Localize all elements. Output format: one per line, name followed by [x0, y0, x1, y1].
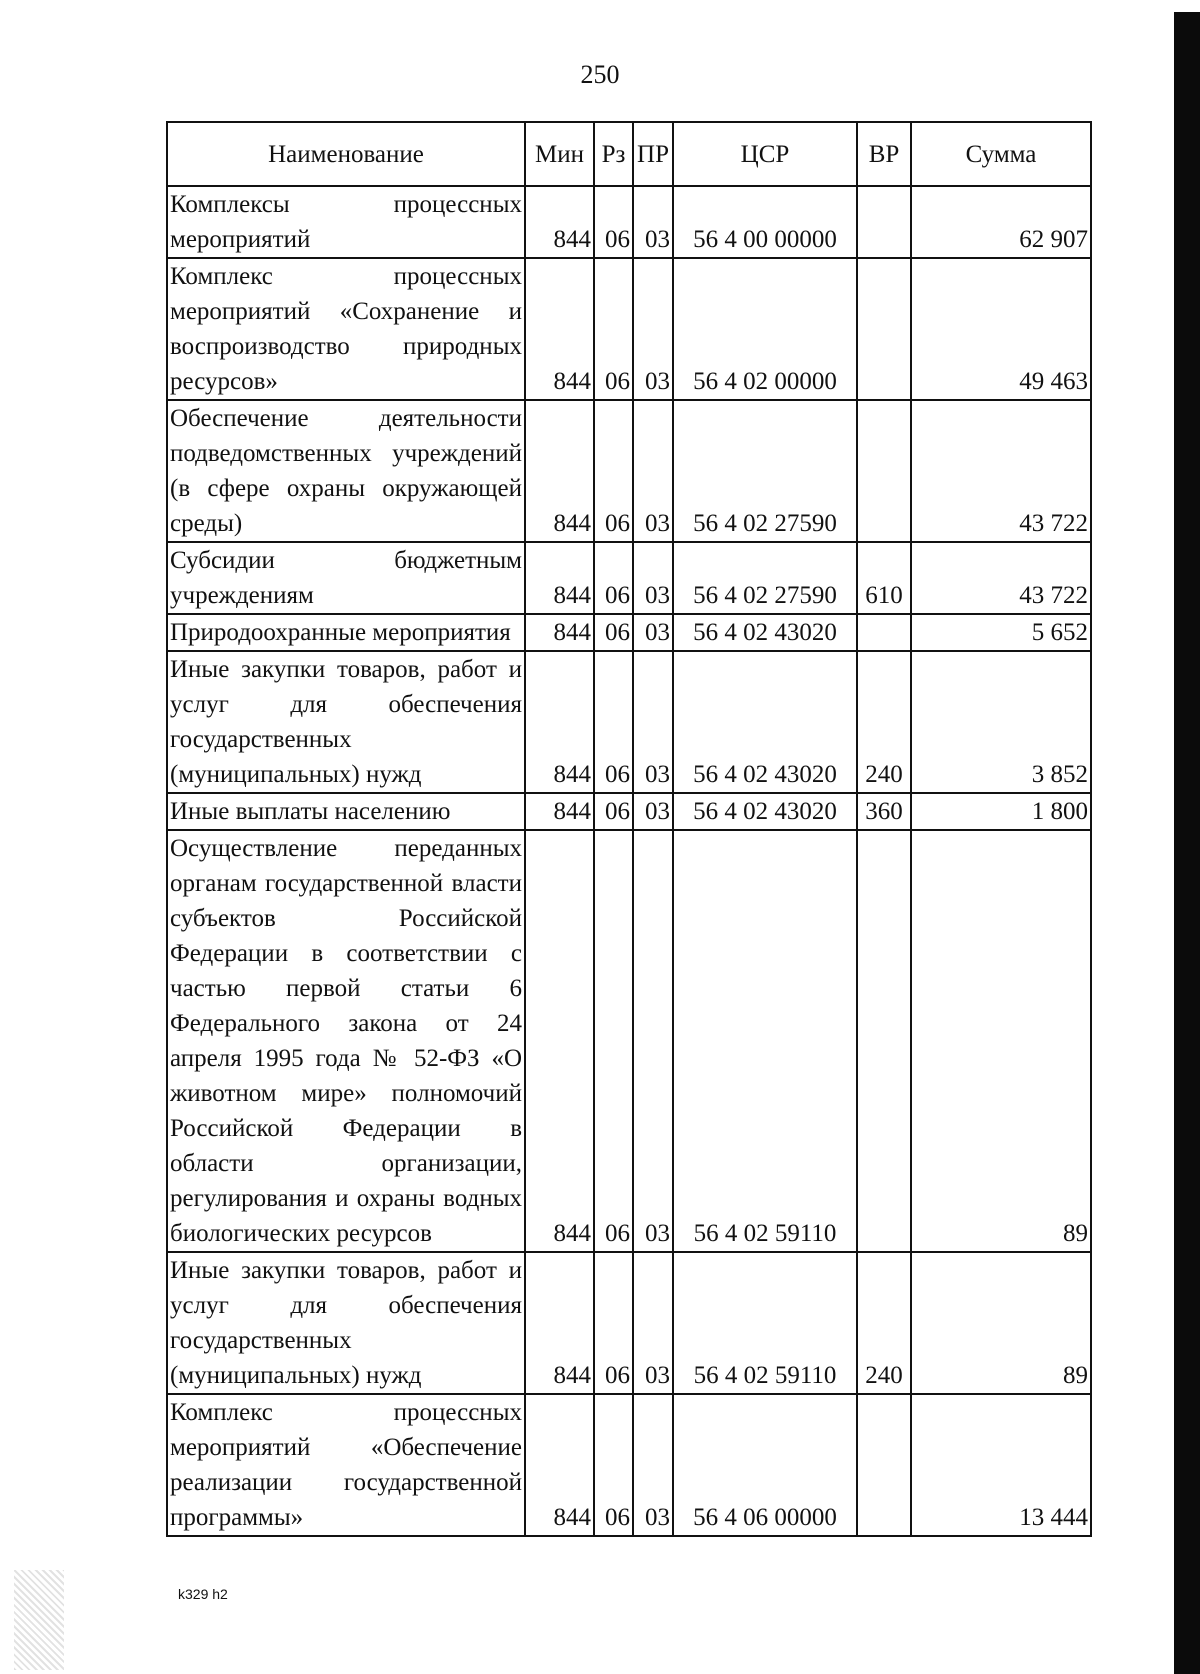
cell-sum: 13 444 — [911, 1394, 1091, 1536]
page-number: 250 — [580, 60, 620, 89]
header-min: Мин — [525, 122, 594, 186]
cell-name: Иные закупки товаров, работ и услуг для обеспечения государственных (муниципальных) нужд — [167, 1252, 525, 1394]
cell-pr: 03 — [633, 542, 673, 614]
cell-csr: 56 4 02 43020 — [673, 614, 857, 651]
header-name: Наименование — [167, 122, 525, 186]
cell-vr — [857, 186, 911, 258]
cell-csr: 56 4 02 00000 — [673, 258, 857, 400]
cell-vr: 610 — [857, 542, 911, 614]
cell-sum: 5 652 — [911, 614, 1091, 651]
cell-rz: 06 — [594, 400, 633, 542]
cell-rz: 06 — [594, 542, 633, 614]
cell-csr: 56 4 02 59110 — [673, 830, 857, 1252]
table-body — [167, 186, 1091, 1536]
cell-pr: 03 — [633, 400, 673, 542]
cell-min: 844 — [525, 793, 594, 830]
cell-pr: 03 — [633, 651, 673, 793]
cell-min: 844 — [525, 258, 594, 400]
cell-sum: 1 800 — [911, 793, 1091, 830]
cell-vr — [857, 614, 911, 651]
cell-name: Субсидии бюджетным учреждениям — [167, 542, 525, 614]
cell-name: Иные выплаты населению — [167, 793, 525, 830]
cell-sum: 49 463 — [911, 258, 1091, 400]
table-row — [167, 1394, 1091, 1536]
table-row — [167, 186, 1091, 258]
cell-csr: 56 4 02 27590 — [673, 400, 857, 542]
cell-pr: 03 — [633, 258, 673, 400]
cell-min: 844 — [525, 614, 594, 651]
cell-name: Комплекс процессных мероприятий «Сохранение и воспроизводство природных ресурсов» — [167, 258, 525, 400]
cell-rz: 06 — [594, 651, 633, 793]
cell-name: Комплекс процессных мероприятий «Обеспечение реализации государственной программы» — [167, 1394, 525, 1536]
cell-csr: 56 4 00 00000 — [673, 186, 857, 258]
cell-min: 844 — [525, 651, 594, 793]
cell-vr: 240 — [857, 651, 911, 793]
cell-pr: 03 — [633, 830, 673, 1252]
cell-rz: 06 — [594, 614, 633, 651]
cell-name: Осуществление переданных органам государственной власти субъектов Российской Федерации в соответствии с частью первой статьи 6 Федерального закона от 24 апреля 1995 года № 52-ФЗ «О животном мире» полномочий Российской Федерации в области организации, регулирования и охраны водных биологических ресурсов — [167, 830, 525, 1252]
cell-min: 844 — [525, 1252, 594, 1394]
cell-min: 844 — [525, 542, 594, 614]
table-header-row — [167, 122, 1091, 186]
cell-vr: 240 — [857, 1252, 911, 1394]
table-row — [167, 830, 1091, 1252]
cell-pr: 03 — [633, 186, 673, 258]
cell-name: Природоохранные мероприятия — [167, 614, 525, 651]
cell-sum: 43 722 — [911, 542, 1091, 614]
cell-vr — [857, 830, 911, 1252]
budget-table — [166, 121, 1092, 1537]
cell-min: 844 — [525, 830, 594, 1252]
footer-code: k329 h2 — [178, 1586, 228, 1602]
table-row — [167, 614, 1091, 651]
cell-vr: 360 — [857, 793, 911, 830]
header-rz: Рз — [594, 122, 633, 186]
cell-sum: 89 — [911, 830, 1091, 1252]
scan-edge-bar — [1174, 12, 1200, 1674]
cell-rz: 06 — [594, 793, 633, 830]
cell-csr: 56 4 02 43020 — [673, 651, 857, 793]
cell-sum: 43 722 — [911, 400, 1091, 542]
cell-csr: 56 4 02 43020 — [673, 793, 857, 830]
cell-vr — [857, 258, 911, 400]
header-pr: ПР — [633, 122, 673, 186]
cell-name: Обеспечение деятельности подведомственных учреждений (в сфере охраны окружающей среды) — [167, 400, 525, 542]
cell-sum: 89 — [911, 1252, 1091, 1394]
cell-name: Иные закупки товаров, работ и услуг для обеспечения государственных (муниципальных) нужд — [167, 651, 525, 793]
table-row — [167, 793, 1091, 830]
table-row — [167, 542, 1091, 614]
cell-min: 844 — [525, 1394, 594, 1536]
header-sum: Сумма — [911, 122, 1091, 186]
cell-csr: 56 4 06 00000 — [673, 1394, 857, 1536]
cell-pr: 03 — [633, 1252, 673, 1394]
cell-pr: 03 — [633, 1394, 673, 1536]
cell-rz: 06 — [594, 258, 633, 400]
cell-min: 844 — [525, 400, 594, 542]
cell-csr: 56 4 02 27590 — [673, 542, 857, 614]
cell-rz: 06 — [594, 830, 633, 1252]
table-row — [167, 1252, 1091, 1394]
table-row — [167, 258, 1091, 400]
header-csr: ЦСР — [673, 122, 857, 186]
cell-sum: 3 852 — [911, 651, 1091, 793]
cell-rz: 06 — [594, 1252, 633, 1394]
header-vr: ВР — [857, 122, 911, 186]
cell-sum: 62 907 — [911, 186, 1091, 258]
cell-pr: 03 — [633, 614, 673, 651]
cell-min: 844 — [525, 186, 594, 258]
cell-vr — [857, 400, 911, 542]
scan-margin-noise — [14, 1570, 64, 1670]
table-row — [167, 651, 1091, 793]
table-row — [167, 400, 1091, 542]
cell-rz: 06 — [594, 186, 633, 258]
cell-vr — [857, 1394, 911, 1536]
cell-pr: 03 — [633, 793, 673, 830]
cell-rz: 06 — [594, 1394, 633, 1536]
cell-name: Комплексы процессных мероприятий — [167, 186, 525, 258]
cell-csr: 56 4 02 59110 — [673, 1252, 857, 1394]
